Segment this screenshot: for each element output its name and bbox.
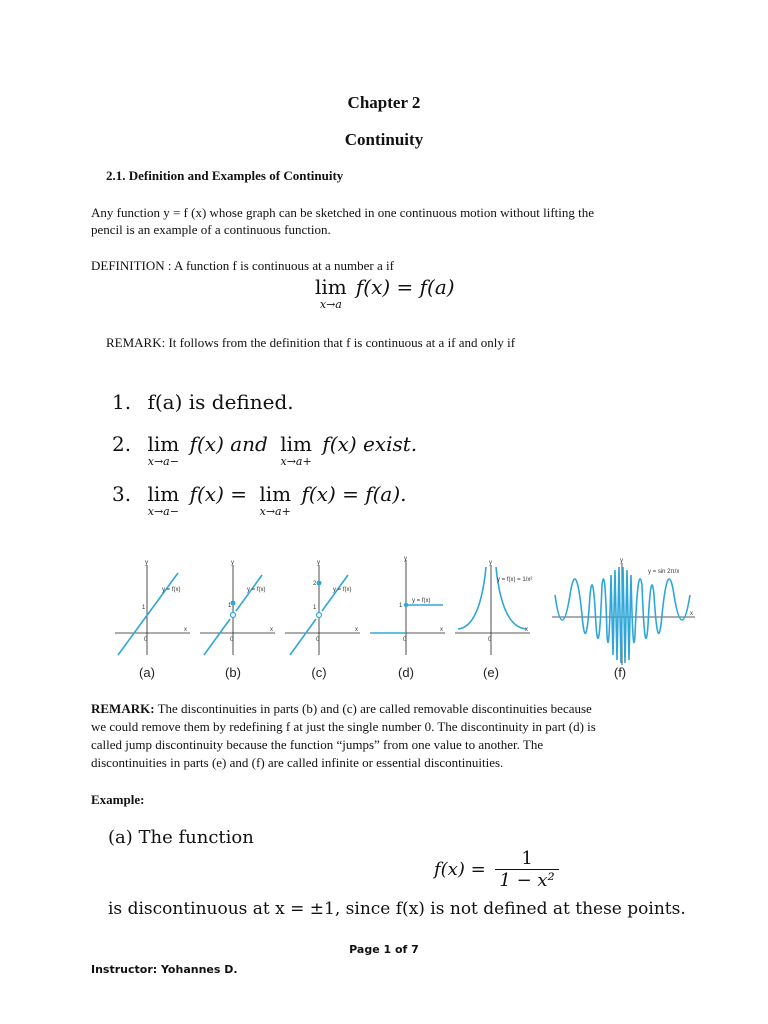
graph-b-fx-label: y = f(x): [247, 587, 266, 593]
graph-d-curve: [372, 605, 443, 633]
condition-1-number: 1.: [112, 390, 132, 414]
condition-2-end: f(x) exist.: [322, 432, 418, 456]
remark-2-line-1: The discontinuities in parts (b) and (c) are called removable discontinuities because: [157, 701, 592, 716]
remark-1: REMARK: It follows from the definition that f is continuous at a if and only if: [106, 335, 516, 350]
definition-text: DEFINITION : A function f is continuous at a number a if: [91, 258, 394, 273]
instructor-name: Instructor: Yohannes D.: [91, 963, 238, 976]
graph-c-x-label: x: [355, 627, 358, 633]
graph-c-hole: [317, 613, 322, 618]
graph-e-y-label: y: [489, 560, 492, 566]
example-formula: [434, 848, 559, 891]
graph-a-fx-label: y = f(x): [162, 587, 181, 593]
remark-2-line-2: we could remove them by redefining f at just the single number 0. The discontinuity in part (d) is: [91, 719, 596, 734]
graph-d-x-label: x: [440, 627, 443, 633]
graph-f-x-label: x: [690, 611, 693, 617]
graph-b-hole: [231, 613, 236, 618]
example-numerator: 1: [495, 848, 558, 870]
graph-a-x-label: x: [184, 627, 187, 633]
condition-3-lim-left: lim: [147, 482, 180, 506]
condition-2-middle: f(x) and: [189, 432, 268, 456]
graph-f-curve: [555, 567, 690, 663]
condition-1: [112, 390, 294, 414]
condition-3-sub-left: x→a−: [147, 505, 179, 518]
condition-1-text: f(a) is defined.: [147, 390, 294, 414]
graph-a-label: (a): [139, 665, 155, 680]
remark-2-line-4: discontinuities in parts (e) and (f) are called infinite or essential discontinuities.: [91, 755, 504, 770]
example-denominator: 1 − x²: [499, 870, 555, 891]
graph-b-x-label: x: [270, 627, 273, 633]
graph-a-value: 1: [142, 605, 146, 611]
graph-d-value: 1: [399, 603, 403, 609]
condition-3-middle: f(x) =: [189, 482, 247, 506]
page-number: Page 1 of 7: [349, 943, 419, 956]
remark-2-bold: REMARK:: [91, 701, 155, 716]
graph-d-y-label: y: [404, 556, 407, 562]
graph-d-label: (d): [398, 665, 414, 680]
graph-e-origin: 0: [488, 637, 492, 643]
example-lhs: f(x) =: [434, 859, 486, 880]
condition-2-lim-left: lim: [147, 432, 180, 456]
graph-c-point: [317, 581, 322, 586]
intro-line-1: Any function y = f (x) whose graph can be sketched in one continuous motion without lifting the: [91, 205, 595, 220]
graph-a-origin: 0: [144, 637, 148, 643]
condition-3-sub-right: x→a+: [259, 505, 291, 518]
graph-d-point: [404, 603, 408, 607]
condition-2: [112, 432, 417, 467]
graph-c-value-two: 2: [313, 581, 317, 587]
chapter-subtitle: Continuity: [344, 130, 424, 149]
definition-formula: [315, 275, 455, 310]
graph-c-label: (c): [311, 665, 327, 680]
graph-e-label: (e): [483, 665, 499, 680]
condition-2-sub-right: x→a+: [280, 455, 312, 468]
graph-b-value: 1: [228, 603, 232, 609]
remark-2-line-3: called jump discontinuity because the function “jumps” from one value to another. The: [91, 737, 544, 752]
graph-b-origin: 0: [230, 637, 234, 643]
graph-d-fx-label: y = f(x): [412, 598, 431, 604]
chapter-title: Chapter 2: [347, 93, 421, 112]
remark-2: [91, 700, 678, 772]
condition-3: [112, 482, 407, 517]
example-label: (a) The function: [108, 827, 254, 848]
graph-c-y-label: y: [317, 560, 320, 566]
lim-word: lim: [315, 275, 347, 299]
formula-body: f(x) = f(a): [355, 275, 455, 299]
condition-3-number: 3.: [112, 482, 132, 506]
section-heading: 2.1. Definition and Examples of Continuity: [106, 168, 344, 183]
graph-a-y-label: y: [145, 560, 148, 566]
graph-d-origin: 0: [403, 637, 407, 643]
intro-line-2: pencil is an example of a continuous function.: [91, 222, 331, 237]
graph-f-y-label: y: [620, 558, 623, 564]
graph-e-fx-label: y = f(x) = 1/x²: [497, 577, 533, 583]
condition-2-number: 2.: [112, 432, 132, 456]
graph-f-fx-label: y = sin 2π/x: [648, 569, 680, 575]
continuity-graphs: [100, 555, 700, 685]
condition-3-end: f(x) = f(a).: [301, 482, 407, 506]
graph-b-label: (b): [225, 665, 241, 680]
graph-c-origin: 0: [316, 637, 320, 643]
graph-a-curve: [118, 573, 178, 655]
condition-2-lim-right: lim: [280, 432, 312, 456]
condition-3-lim-right: lim: [259, 482, 292, 506]
graph-c-value-one: 1: [313, 605, 317, 611]
graph-b-y-label: y: [231, 560, 234, 566]
graph-e-x-label: x: [525, 627, 528, 633]
lim-subscript: x→a: [319, 298, 342, 311]
condition-2-sub-left: x→a−: [147, 455, 179, 468]
example-heading: Example:: [91, 792, 145, 807]
graph-f-label: (f): [613, 665, 627, 680]
graph-c-fx-label: y = f(x): [333, 587, 352, 593]
example-conclusion: is discontinuous at x = ±1, since f(x) is not defined at these points.: [108, 899, 686, 919]
